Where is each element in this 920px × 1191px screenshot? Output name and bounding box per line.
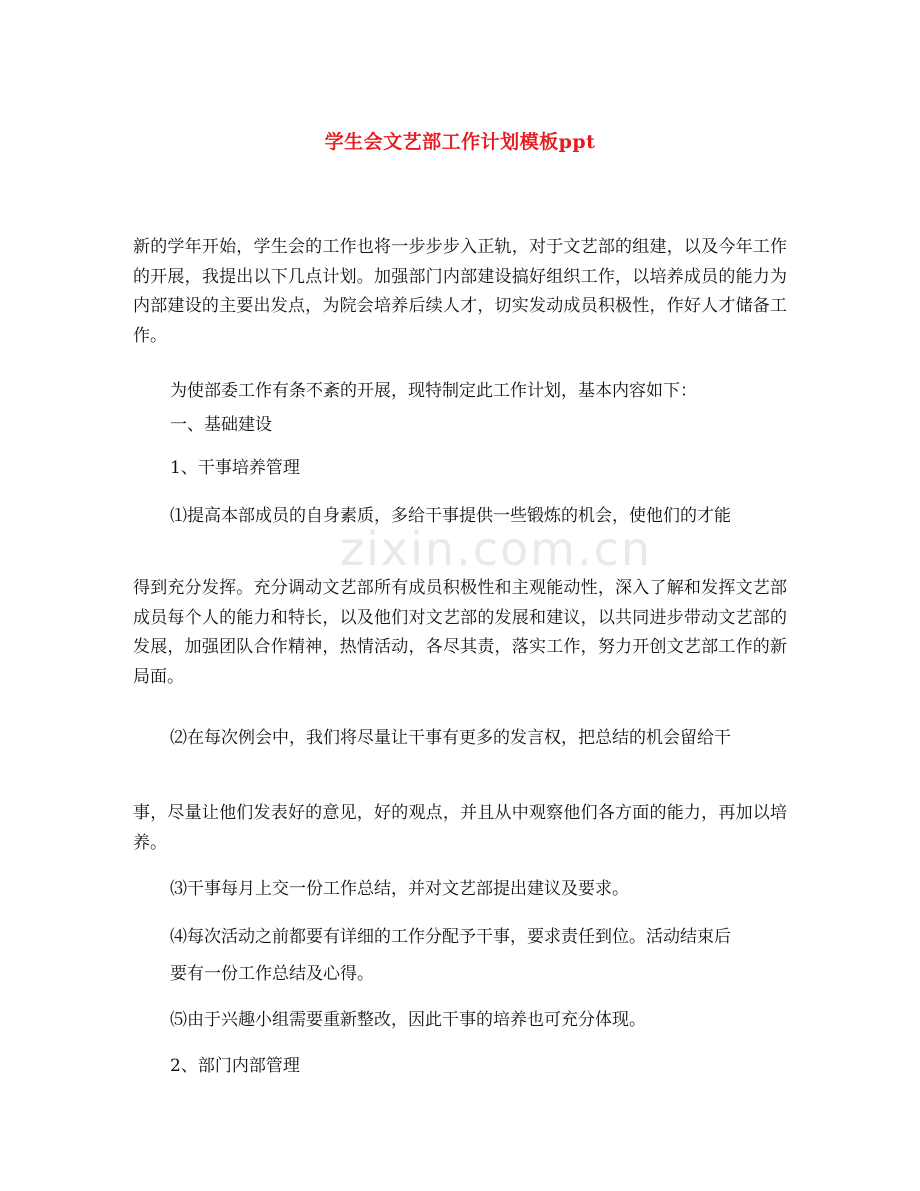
heading-department-management: 2、部门内部管理 xyxy=(170,1056,300,1076)
item-1-continuation: 得到充分发挥。充分调动文艺部所有成员积极性和主观能动性，深入了解和发挥文艺部成员每个人的能力和特长，以及他们对文艺部的发展和建议，以共同进步带动文艺部的发展，加强团队合作精神，热情活动，各尽其责，落实工作，努力开创文艺部工作的新局面。 xyxy=(133,578,787,687)
heading-staff-training: 1、干事培养管理 xyxy=(170,458,300,478)
item-2-line-1: ⑵在每次例会中，我们将尽量让干事有更多的发言权，把总结的机会留给干 xyxy=(170,728,731,748)
heading-basic-construction: 一、基础建设 xyxy=(170,415,272,435)
item-5: ⑸由于兴趣小组需要重新整改，因此干事的培养也可充分体现。 xyxy=(170,1010,646,1030)
item-4-line-2: 要有一份工作总结及心得。 xyxy=(170,964,374,984)
paragraph-intro: 新的学年开始，学生会的工作也将一步步步入正轨，对于文艺部的组建，以及今年工作的开展，我提出以下几点计划。加强部门内部建设搞好组织工作，以培养成员的能力为内部建设的主要出发点，为院会培养后续人才，切实发动成员积极性，作好人才储备工作。 xyxy=(133,237,787,346)
item-3: ⑶干事每月上交一份工作总结，并对文艺部提出建议及要求。 xyxy=(170,879,629,899)
watermark: zixin.com.cn xyxy=(340,522,653,576)
item-4-line-1: ⑷每次活动之前都要有详细的工作分配予干事，要求责任到位。活动结束后 xyxy=(170,927,731,947)
item-1-line-1: ⑴提高本部成员的自身素质，多给干事提供一些锻炼的机会，使他们的才能 xyxy=(170,506,731,526)
paragraph-purpose: 为使部委工作有条不紊的开展，现特制定此工作计划，基本内容如下： xyxy=(170,381,697,401)
document-title: 学生会文艺部工作计划模板ppt xyxy=(324,131,596,153)
item-2-continuation: 事，尽量让他们发表好的意见，好的观点，并且从中观察他们各方面的能力，再加以培养。 xyxy=(133,803,787,853)
